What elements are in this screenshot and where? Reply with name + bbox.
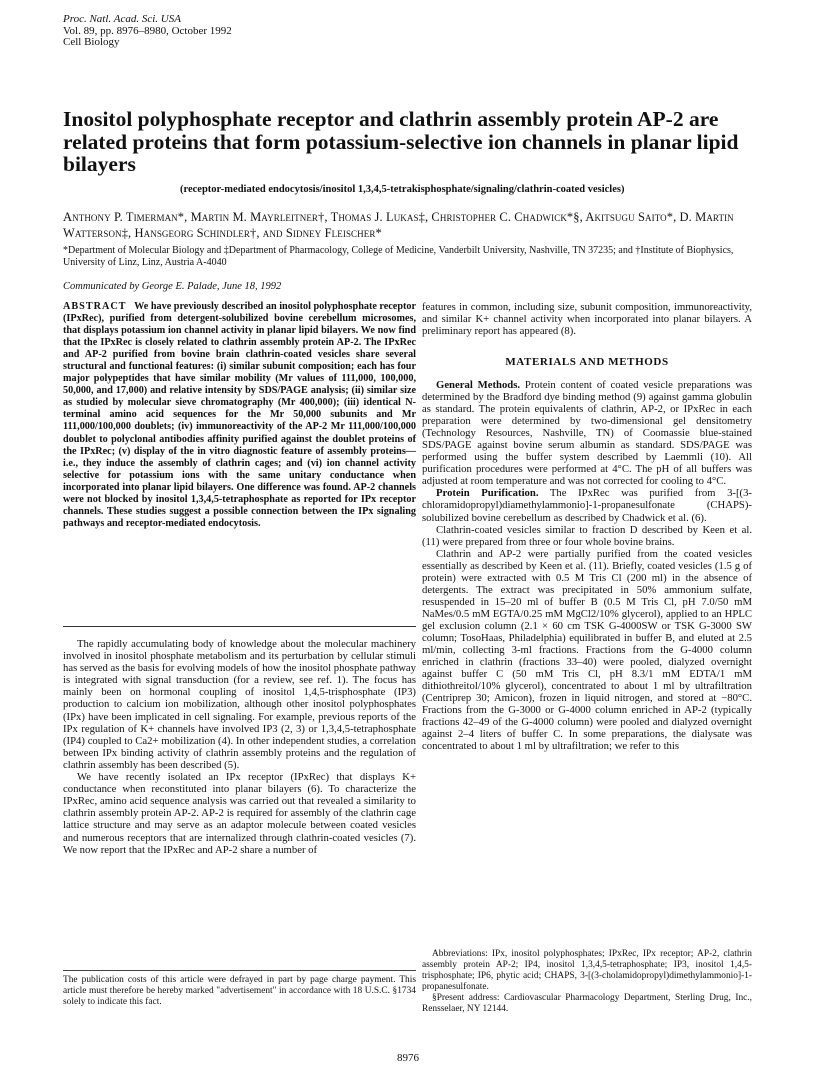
intro-paragraph: The rapidly accumulating body of knowledge about the molecular machinery involved in inositol phosphate metabolism and its perturbation by cellular stimuli has served as the basis for evolving models of how the inositol phosphate pathway is integrated with signal transduction (for a review, see ref. 1). The focus has mainly been on hormonal coupling of inositol 1,4,5-trisphosphate (IP3) production to calcium ion mobilization, although other inositol polyphosphates (IPx) have been implicated in cell signaling. For example, previous reports of the IPx regulation of K+ channels have involved IP3 (2, 3) or 1,3,4,5-tetraphosphate (IP4) coupled to Ca2+ mobilization (4). In other independent studies, a correlation between IPx binding activity of clathrin assembly proteins and the regulation of clathrin assembly has been described (5).: [63, 638, 416, 771]
page-number: 8976: [397, 1052, 419, 1064]
present-address-text: §Present address: Cardiovascular Pharmacology Department, Sterling Drug, Inc., Rensselaer, NY 12144.: [422, 993, 752, 1014]
abbreviations-footnote: [422, 949, 752, 1015]
paragraph-text: Clathrin-coated vesicles similar to fraction D described by Keen et al. (11) were prepared from three or four whole bovine brains.: [422, 523, 752, 548]
abstract-label: ABSTRACT: [63, 301, 127, 312]
runin-heading: General Methods.: [436, 379, 521, 391]
introduction: [63, 638, 416, 856]
affiliations: *Department of Molecular Biology and ‡Department of Pharmacology, College of Medicine, Vanderbilt University, Nashville, TN 37235; and †Institute of Biophysics, University of Linz, Linz, Austria A-4040: [63, 245, 734, 268]
methods-paragraph: [422, 379, 752, 487]
runin-heading: Protein Purification.: [436, 487, 539, 500]
communicated-by: Communicated by George E. Palade, June 18, 1992: [63, 281, 282, 292]
methods-paragraph: [422, 524, 752, 548]
authors: Anthony P. Timerman*, Martin M. Mayrleitner†, Thomas J. Lukas‡, Christopher C. Chadwick*§, Akitsugu Saito*, D. Martin Watterson‡, Hansgeorg Schindler†, and Sidney Fleischer*: [63, 210, 734, 240]
journal-header: [63, 14, 232, 49]
abbreviations-text: Abbreviations: IPx, inositol polyphosphates; IPxRec, IPx receptor; AP-2, clathrin assembly protein AP-2; IP4, inositol 1,3,4,5-tetraphosphate; IP3, inositol 1,4,5-trisphosphate; IP6, phytic acid; CHAPS, 3-[(3-cholamidopropyl)dimethylammonio]-1-propanesulfonate.: [422, 949, 752, 992]
footnote-divider: [63, 970, 416, 971]
methods-body: [422, 379, 752, 752]
intro-continued-text: features in common, including size, subunit composition, immunoreactivity, and similar K+ channel activity when incorporated into planar bilayers. A preliminary report has appeared (8).: [422, 301, 752, 338]
paragraph-text: Protein content of coated vesicle preparations was determined by the Bradford dye binding method (9) against gamma globulin as standard. The protein equivalents of clathrin, AP-2, or IPxRec in each preparation were determined by two-dimensional gel densitometry (Technology Resources, Nashville, TN) of Coomassie blue-stained SDS/PAGE against bovine serum albumin as standard. SDS/PAGE was performed using the buffer system described by Laemmli (10). All purification procedures were performed at 4°C. The pH of all buffers was adjusted at room temperature and was not corrected for cooling to 4°C.: [422, 379, 752, 488]
section-heading-methods: MATERIALS AND METHODS: [505, 356, 669, 368]
abstract-divider: [63, 626, 416, 627]
intro-paragraph: We have recently isolated an IPx receptor (IPxRec) that displays K+ conductance when reconstituted into planar bilayers (6). To characterize the IPxRec, amino acid sequence analysis was carried out that revealed a similarity to clathrin assembly protein AP-2. AP-2 is required for assembly of the clathrin cage lattice structure and may serve as an adaptor molecule between coated vesicles and numerous receptors that are internalized through clathrin-coated vesicles (7). We now report that the IPxRec and AP-2 share a number of: [63, 771, 416, 856]
publication-footnote: The publication costs of this article were defrayed in part by page charge payment. This article must therefore be hereby marked "advertisement" in accordance with 18 U.S.C. §1734 solely to indicate this fact.: [63, 975, 416, 1007]
keywords: (receptor-mediated endocytosis/inositol 1,3,4,5-tetrakisphosphate/signaling/clathrin-coated vesicles): [180, 184, 625, 195]
methods-paragraph: [422, 548, 752, 753]
abstract-text: We have previously described an inositol polyphosphate receptor (IPxRec), purified from detergent-solubilized bovine cerebellum microsomes, that displays potassium ion channel activity in planar lipid bilayers. We now find that the IPxRec is closely related to clathrin assembly protein AP-2. The IPxRec and AP-2 purified from bovine brain clathrin-coated vesicles share several structural and functional features: (i) similar subunit composition; each has four major polypeptides that have similar mobility (Mr values of 111,000, 100,000, 50,000, and 17,000) and relative intensity by SDS/PAGE analysis; (ii) similar size as studied by molecular sieve chromatography (Mr 400,000); (iii) identical N-terminal amino acid sequences for the Mr 50,000 subunits and Mr 111,000/100,000 doublets; (iv) immunoreactivity of the AP-2 Mr 111,000/100,000 doublet to polyclonal antibodies affinity purified against the doublet proteins of the IPxRec; (v) display of the in vitro diagnostic feature of assembly proteins—i.e., they induce the assembly of clathrin cages; and (vi) ion channel activity selective for potassium ions with the same unitary conductance when incorporated into planar lipid bilayers. One difference was found. AP-2 channels were not blocked by inositol 1,3,4,5-tetraphosphate as reported for IPx receptor channels. These studies suggest a possible connection between the IPx signaling pathways and receptor-mediated endocytosis.: [63, 301, 416, 529]
abstract: [63, 301, 416, 530]
intro-continuation: [422, 301, 752, 337]
journal-name: Proc. Natl. Acad. Sci. USA: [63, 13, 181, 25]
journal-section: Cell Biology: [63, 36, 120, 48]
paragraph-text: The IPxRec was purified from 3-[(3-chloramidopropyl)diamethylammonio]-1-propanesulfonate (CHAPS)-solubilized bovine cerebellum as described by Chadwick et al. (6).: [422, 487, 752, 524]
methods-paragraph: [422, 487, 752, 523]
paragraph-text: Clathrin and AP-2 were partially purified from the coated vesicles essentially as described by Keen et al. (11). Briefly, coated vesicles (1.5 g of protein) were extracted with 0.5 M Tris Cl (200 ml) in the absence of detergents. The extract was precipitated in 50% ammonium sulfate, resuspended in 15–20 ml of buffer B (0.5 M Tris Cl, pH 7.0/50 mM NaMes/0.5 mM EGTA/0.25 mM MgCl2/10% glycerol), applied to an HPLC gel exclusion column (2.1 × 60 cm TSK G-4000SW or TSK G-3000 SW column; TosoHaas, Philadelphia) equilibrated in buffer B, and eluted at 2.5 ml/min, collecting 3-ml fractions. Fractions from the G-4000 column enriched in clathrin (fractions 33–40) were pooled, dialyzed overnight against buffer C (50 mM Tris Cl, pH 8.3/1 mM EDTA/1 mM dithiothreitol/10% glycerol), concentrated to about 1 ml by ultrafiltration (Centriprep 30; Amicon), frozen in liquid nitrogen, and stored at −80°C. Fractions from the G-3000 or G-4000 column enriched in AP-2 (typically fractions 42–49 of the G-4000 column) were pooled and dialyzed overnight against 2–4 liters of buffer C. In some preparations, the dialysate was concentrated to about 1 ml by ultrafiltration; we refer to this: [422, 547, 752, 753]
article-title: Inositol polyphosphate receptor and clathrin assembly protein AP-2 are related proteins that form potassium-selective ion channels in planar lipid bilayers: [63, 107, 739, 176]
journal-volume: Vol. 89, pp. 8976–8980, October 1992: [63, 24, 232, 37]
